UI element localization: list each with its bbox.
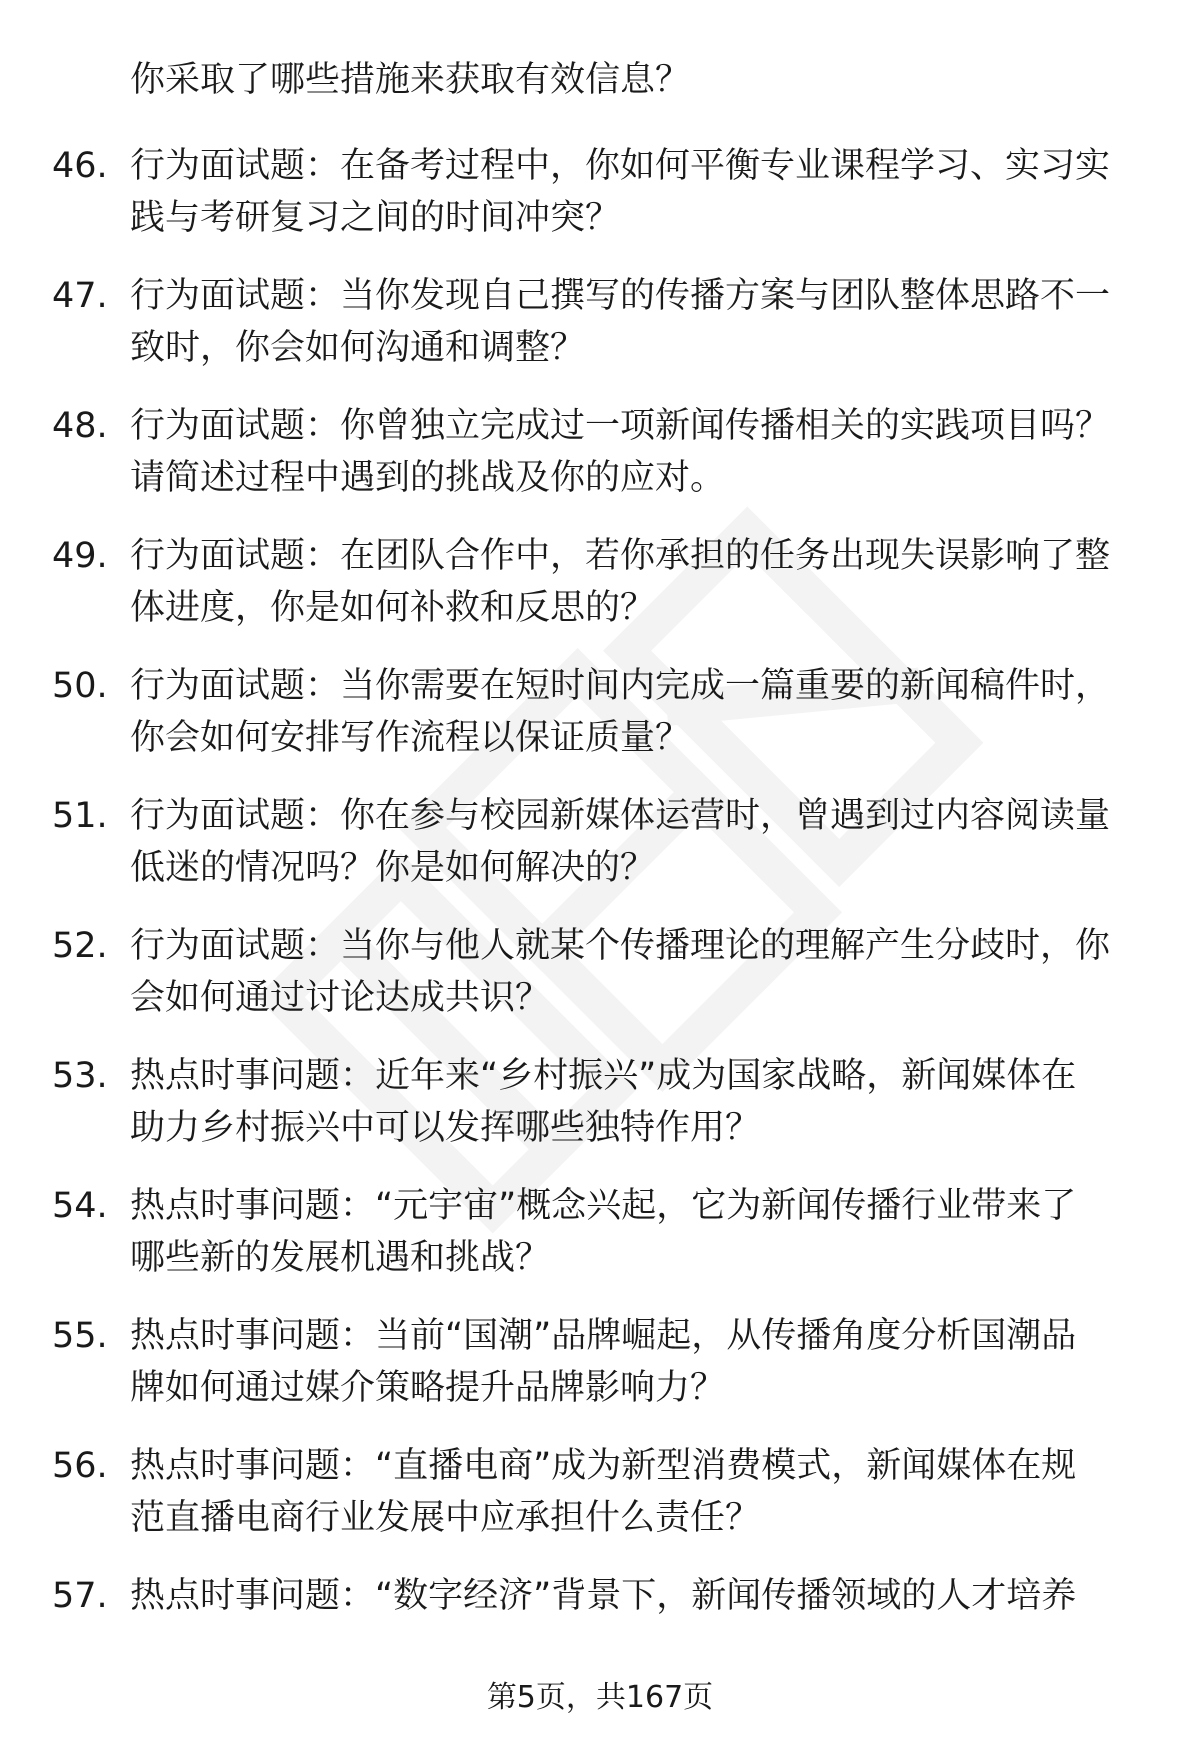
item-text xyxy=(130,1570,1140,1622)
item-line: 牌如何通过媒介策略提升品牌影响力？ xyxy=(130,1368,726,1408)
item-number: 55. xyxy=(52,1316,108,1356)
list-item xyxy=(0,660,1200,790)
item-number: 47. xyxy=(52,276,108,316)
item-number: 56. xyxy=(52,1446,108,1486)
item-line: 致时，你会如何沟通和调整？ xyxy=(130,328,586,368)
item-text xyxy=(130,790,1140,894)
item-number: 49. xyxy=(52,536,108,576)
item-text xyxy=(130,920,1140,1024)
item-number: 51. xyxy=(52,796,108,836)
item-text xyxy=(130,1180,1140,1284)
item-text xyxy=(130,270,1140,374)
list-item xyxy=(0,1050,1200,1180)
item-number: 54. xyxy=(52,1186,108,1226)
item-text xyxy=(130,530,1140,634)
list-item xyxy=(0,270,1200,400)
question-list xyxy=(0,140,1200,1700)
item-line: 哪些新的发展机遇和挑战？ xyxy=(130,1238,551,1278)
item-line: 你会如何安排写作流程以保证质量？ xyxy=(130,718,691,758)
item-line: 热点时事问题：当前“国潮”品牌崛起，从传播角度分析国潮品 xyxy=(130,1316,1077,1356)
list-item xyxy=(0,400,1200,530)
item-text xyxy=(130,660,1140,764)
item-line: 行为面试题：当你发现自己撰写的传播方案与团队整体思路不一 xyxy=(130,276,1111,316)
item-line: 请简述过程中遇到的挑战及你的应对。 xyxy=(130,458,726,498)
item-line: 助力乡村振兴中可以发挥哪些独特作用？ xyxy=(130,1108,761,1148)
list-item xyxy=(0,790,1200,920)
item-line: 行为面试题：在团队合作中，若你承担的任务出现失误影响了整 xyxy=(130,536,1111,576)
list-item xyxy=(0,530,1200,660)
item-line: 低迷的情况吗？你是如何解决的？ xyxy=(130,848,656,888)
item-text xyxy=(130,400,1140,504)
item-number: 46. xyxy=(52,146,108,186)
item-line: 范直播电商行业发展中应承担什么责任？ xyxy=(130,1498,761,1538)
list-item xyxy=(0,1310,1200,1440)
item-number: 57. xyxy=(52,1576,108,1616)
list-item xyxy=(0,140,1200,270)
list-item xyxy=(0,1180,1200,1310)
item-line: 热点时事问题：近年来“乡村振兴”成为国家战略，新闻媒体在 xyxy=(130,1056,1077,1096)
item-number: 50. xyxy=(52,666,108,706)
item-text xyxy=(130,1440,1140,1544)
item-line: 热点时事问题：“数字经济”背景下，新闻传播领域的人才培养 xyxy=(130,1576,1077,1616)
item-number: 52. xyxy=(52,926,108,966)
item-text xyxy=(130,140,1140,244)
page-footer: 第5页，共167页 xyxy=(486,1680,714,1715)
item-number: 53. xyxy=(52,1056,108,1096)
item-line: 行为面试题：你在参与校园新媒体运营时，曾遇到过内容阅读量 xyxy=(130,796,1111,836)
item-line: 践与考研复习之间的时间冲突？ xyxy=(130,198,621,238)
item-text xyxy=(130,1050,1140,1154)
item-line: 行为面试题：当你需要在短时间内完成一篇重要的新闻稿件时， xyxy=(130,666,1111,706)
item-number: 48. xyxy=(52,406,108,446)
item-text xyxy=(130,1310,1140,1414)
item-line: 行为面试题：你曾独立完成过一项新闻传播相关的实践项目吗？ xyxy=(130,406,1111,446)
item-line: 会如何通过讨论达成共识？ xyxy=(130,978,551,1018)
item-line: 行为面试题：在备考过程中，你如何平衡专业课程学习、实习实 xyxy=(130,146,1111,186)
list-item xyxy=(0,1440,1200,1570)
list-item xyxy=(0,920,1200,1050)
continuation-line: 你采取了哪些措施来获取有效信息？ xyxy=(130,60,691,100)
item-line: 行为面试题：当你与他人就某个传播理论的理解产生分歧时，你 xyxy=(130,926,1111,966)
item-line: 体进度，你是如何补救和反思的？ xyxy=(130,588,656,628)
item-line: 热点时事问题：“元宇宙”概念兴起，它为新闻传播行业带来了 xyxy=(130,1186,1077,1226)
item-line: 热点时事问题：“直播电商”成为新型消费模式，新闻媒体在规 xyxy=(130,1446,1077,1486)
